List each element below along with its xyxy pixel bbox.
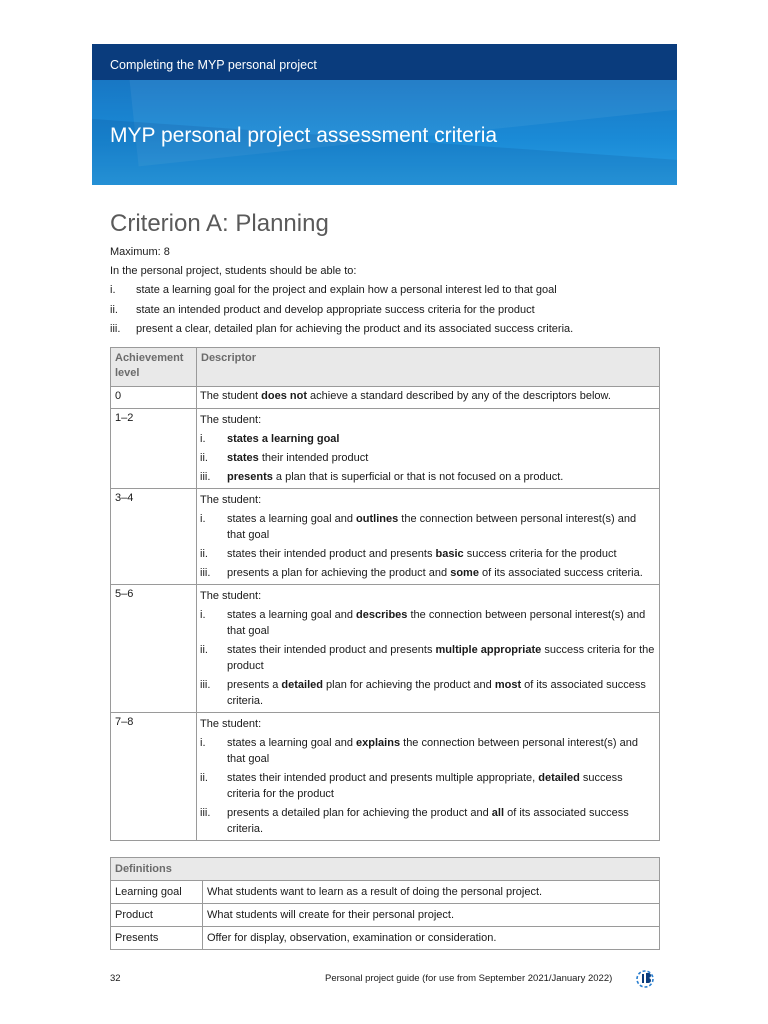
definitions-header: Definitions	[111, 858, 660, 881]
running-header	[92, 44, 677, 80]
table-header-row	[111, 348, 660, 387]
definitions-header-row	[111, 858, 660, 881]
descriptor-item: ii. states their intended product and presents multiple appropriate, detailed success criteria for the product	[200, 772, 623, 800]
level-cell: 0	[111, 387, 197, 409]
descriptor-cell: The student: i. states a learning goal and outlines the connection between personal interest(s) and that goal ii. states their intended product and presents basic success criteria for the product iii. presents a plan for achieving the product and some of its associated success criteria.	[197, 489, 660, 585]
descriptor-item: iii. presents a plan that is superficial or that is not focused on a product.	[200, 471, 564, 483]
table-row	[111, 927, 660, 950]
page-number: 32	[110, 973, 121, 984]
level-cell: 1–2	[111, 409, 197, 489]
descriptor-item: i. states a learning goal and describes the connection between personal interest(s) and that goal	[200, 609, 646, 637]
definition-term: Presents	[111, 927, 203, 950]
descriptor-item: iii. presents a detailed plan for achieving the product and most of its associated success criteria.	[200, 679, 646, 707]
descriptor-item: ii. states their intended product and presents basic success criteria for the product	[200, 548, 617, 560]
criterion-title: Criterion A: Planning	[110, 210, 329, 237]
table-row	[111, 881, 660, 904]
header-achievement-level: Achievement level	[111, 348, 197, 387]
table-row	[111, 387, 660, 409]
objectives-list	[110, 284, 573, 343]
running-title: Completing the MYP personal project	[110, 58, 317, 72]
section-banner	[92, 80, 677, 185]
objective-item: iii. present a clear, detailed plan for achieving the product and its associated success criteria.	[110, 323, 574, 335]
ib-logo-icon	[634, 968, 656, 988]
table-row	[111, 585, 660, 713]
descriptor-item: iii. presents a detailed plan for achieving the product and all of its associated success criteria.	[200, 807, 629, 835]
table-row	[111, 409, 660, 489]
descriptor-item: i. states a learning goal and explains the connection between personal interest(s) and that goal	[200, 737, 638, 765]
descriptor-item: ii. states their intended product and presents multiple appropriate success criteria for the product	[200, 644, 655, 672]
definition-text: What students want to learn as a result of doing the personal project.	[203, 881, 660, 904]
definitions-table	[110, 857, 660, 950]
descriptor-item: i. states a learning goal and outlines the connection between personal interest(s) and that goal	[200, 513, 637, 541]
level-cell: 3–4	[111, 489, 197, 585]
descriptor-item: ii. states their intended product	[200, 452, 369, 464]
table-row	[111, 489, 660, 585]
maximum-score: Maximum: 8	[110, 246, 170, 258]
descriptor-cell: The student does not achieve a standard described by any of the descriptors below.	[197, 387, 660, 409]
definition-term: Product	[111, 904, 203, 927]
descriptor-item: iii. presents a plan for achieving the product and some of its associated success criteria.	[200, 567, 643, 579]
objectives-intro: In the personal project, students should be able to:	[110, 265, 357, 277]
section-title: MYP personal project assessment criteria	[110, 124, 498, 147]
level-cell: 5–6	[111, 585, 197, 713]
descriptor-cell: The student: i. states a learning goal ii. states their intended product iii. presents a plan that is superficial or that is not focused on a product.	[197, 409, 660, 489]
guide-title: Personal project guide (for use from September 2021/January 2022)	[325, 973, 613, 984]
assessment-table	[110, 347, 660, 841]
objective-item: ii. state an intended product and develop appropriate success criteria for the product	[110, 303, 535, 316]
descriptor-cell: The student: i. states a learning goal and explains the connection between personal interest(s) and that goal ii. states their intended product and presents multiple appropriate, detailed success criteria for the product iii. presents a detailed plan for achieving the product and all of its associated success criteria.	[197, 713, 660, 841]
definition-term: Learning goal	[111, 881, 203, 904]
table-row	[111, 904, 660, 927]
level-cell: 7–8	[111, 713, 197, 841]
descriptor-cell: The student: i. states a learning goal and describes the connection between personal interest(s) and that goal ii. states their intended product and presents multiple appropriate success criteria for the product iii. presents a detailed plan for achieving the product and most of its associated success criteria.	[197, 585, 660, 713]
table-row	[111, 713, 660, 841]
definition-text: Offer for display, observation, examination or consideration.	[203, 927, 660, 950]
objective-item: i. state a learning goal for the project and explain how a personal interest led to that goal	[110, 284, 557, 296]
descriptor-item: i. states a learning goal	[200, 433, 340, 445]
header-descriptor: Descriptor	[197, 348, 660, 387]
definition-text: What students will create for their personal project.	[203, 904, 660, 927]
